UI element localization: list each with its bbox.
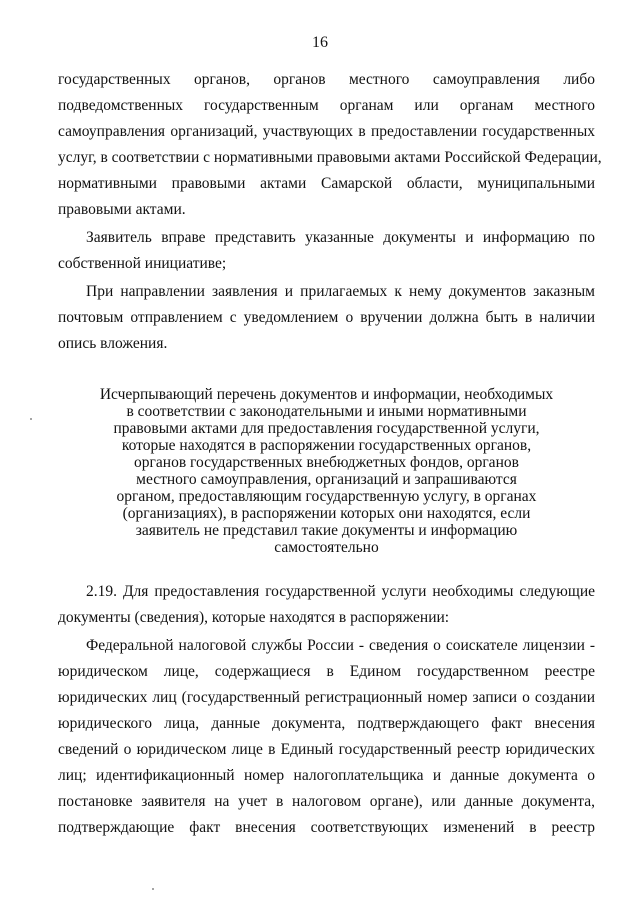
text-line: услуг, в соответствии с нормативными правовыми актами Российской Федерации, <box>58 149 602 166</box>
text-line: почтовым отправлением с уведомлением о вручении должна быть в наличии <box>58 309 595 326</box>
text-line: государственных органов, органов местного самоуправления либо <box>58 71 595 88</box>
text-line: постановке заявителя на учет в налоговом органе), или данные документа, <box>58 793 595 810</box>
text-line: опись вложения. <box>58 335 168 352</box>
text-line: документы (сведения), которые находятся в распоряжении: <box>58 609 450 626</box>
heading-line: которые находятся в распоряжении государственных органов, <box>121 437 532 454</box>
scan-speck <box>152 888 154 890</box>
text-line: нормативными правовыми актами Самарской области, муниципальными <box>58 175 595 192</box>
text-line: самоуправления организаций, участвующих в предоставлении государственных <box>58 123 595 140</box>
text-line: юридического лица, данные документа, подтверждающего факт внесения <box>58 715 595 732</box>
text-line: Заявитель вправе представить указанные документы и информацию по <box>86 229 595 246</box>
text-line: При направлении заявления и прилагаемых к нему документов заказным <box>86 283 595 300</box>
text-line: подведомственных государственным органам или органам местного <box>58 97 595 114</box>
heading-line: в соответствии с законодательными и иными нормативными <box>126 403 527 420</box>
text-line: юридическом лице, содержащиеся в Едином государственном реестре <box>58 663 595 680</box>
heading-line: органом, предоставляющим государственную услугу, в органах <box>116 488 537 505</box>
text-line: юридических лиц (государственный регистрационный номер записи о создании <box>58 689 595 706</box>
text-line: собственной инициативе; <box>58 255 227 272</box>
text-line: подтверждающие факт внесения соответствующих изменений в реестр <box>58 819 595 836</box>
text-line: сведений о юридическом лице в Единый государственный реестр юридических <box>58 741 595 758</box>
heading-line: местного самоуправления, организаций и запрашиваются <box>136 471 517 488</box>
scan-speck <box>30 418 32 420</box>
heading-line: самостоятельно <box>274 539 379 556</box>
heading-line: органов государственных внебюджетных фондов, органов <box>134 454 519 471</box>
heading-line: Исчерпывающий перечень документов и информации, необходимых <box>99 386 554 403</box>
heading-line: правовыми актами для предоставления государственной услуги, <box>113 420 540 437</box>
text-line: правовыми актами. <box>58 201 186 218</box>
heading-line: (организациях), в распоряжении которых они находятся, если <box>122 505 531 522</box>
text-line: 2.19. Для предоставления государственной услуги необходимы следующие <box>86 583 595 600</box>
text-line: лиц; идентификационный номер налогоплательщика и данные документа о <box>58 767 595 784</box>
page-number: 16 <box>312 34 328 51</box>
heading-line: заявитель не представил такие документы и информацию <box>135 522 518 539</box>
text-line: Федеральной налоговой службы России - сведения о соискателе лицензии - <box>86 637 595 654</box>
